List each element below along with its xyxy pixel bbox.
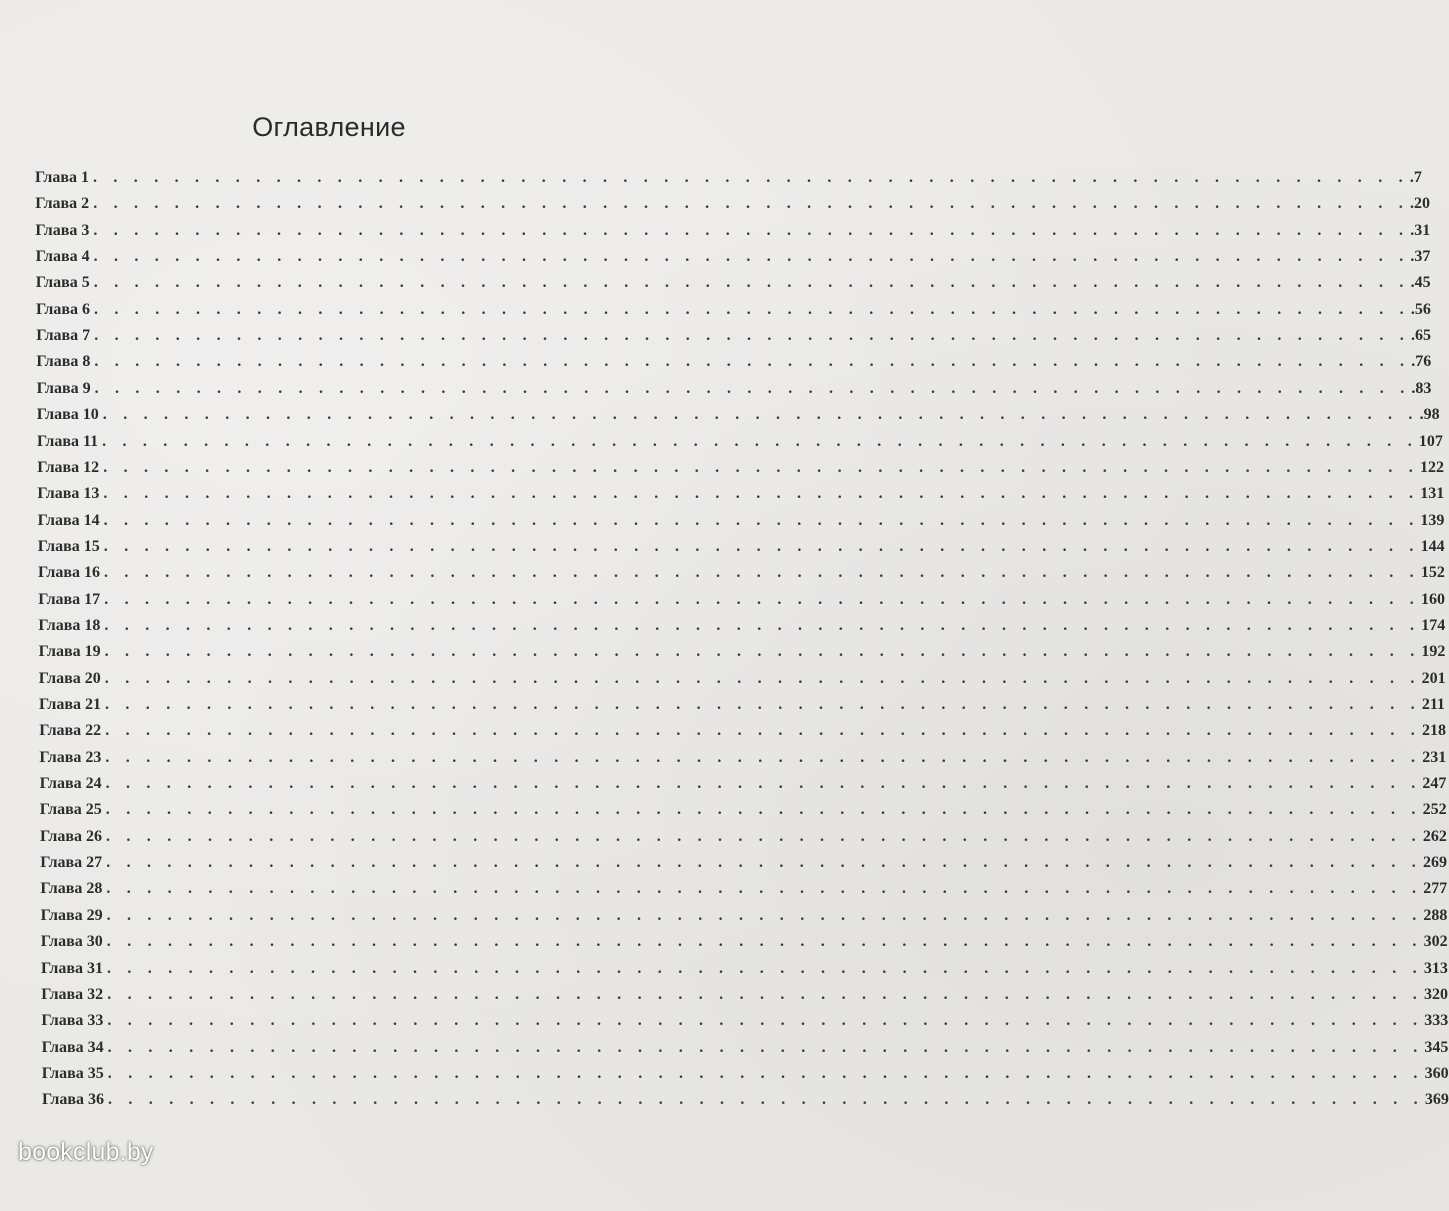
toc-leader-dots: . . . . . . . . . . . . . . . . . . . . . . . . . . . . . . . . . . . . . . . . . . . . . . . . . . . . . . . . . . . . . . . . . (93, 248, 1410, 266)
toc-entry-page-number: .76 (1411, 353, 1432, 371)
toc-entry-page-number: 360 (1424, 1064, 1449, 1082)
toc-leader-dots: . . . . . . . . . . . . . . . . . . . . . . . . . . . . . . . . . . . . . . . . . . . . . . . . . . . . . . . . . . . . . . . . . (103, 458, 1419, 476)
toc-entry-page-number: 369 (1424, 1091, 1449, 1109)
toc-entry-label: Глава 16 (38, 564, 100, 582)
toc-leader-dots: . . . . . . . . . . . . . . . . . . . . . . . . . . . . . . . . . . . . . . . . . . . . . . . . . . . . . . . . . . . . . . . . . (104, 590, 1420, 608)
toc-leader-dots: . . . . . . . . . . . . . . . . . . . . . . . . . . . . . . . . . . . . . . . . . . . . . . . . . . . . . . . . . . . . . . . . . (106, 933, 1423, 951)
toc-entry-page-number: 333 (1424, 1012, 1449, 1030)
toc-entry (35, 221, 1431, 248)
toc-entry-label: Глава 24 (39, 775, 102, 793)
toc-leader-dots: . . . . . . . . . . . . . . . . . . . . . . . . . . . . . . . . . . . . . . . . . . . . . . . . . . . . . . . . . . . . . . . . . (104, 669, 1421, 687)
toc-entry (40, 854, 1447, 880)
toc-leader-dots: . . . . . . . . . . . . . . . . . . . . . . . . . . . . . . . . . . . . . . . . . . . . . . . . . . . . . . . . . . . . . . . . . (94, 353, 1411, 371)
toc-entry (37, 537, 1445, 564)
toc-entry-label: Глава 8 (36, 353, 91, 371)
toc-entry-page-number: .20 (1410, 195, 1430, 213)
toc-entry (40, 933, 1448, 959)
page-title: Оглавление (252, 112, 406, 142)
toc-leader-dots: . . . . . . . . . . . . . . . . . . . . . . . . . . . . . . . . . . . . . . . . . . . . . . . . . . . . . . . . . . . . . . . . . (107, 985, 1423, 1003)
toc-entry-label: Глава 33 (41, 1012, 104, 1030)
toc-entry-page-number: 160 (1421, 590, 1445, 608)
toc-entry-label: Глава 6 (36, 300, 90, 318)
toc-entry (35, 195, 1430, 221)
toc-entry-page-number: 201 (1421, 669, 1446, 687)
toc-entry (36, 327, 1431, 353)
toc-leader-dots: . . . . . . . . . . . . . . . . . . . . . . . . . . . . . . . . . . . . . . . . . . . . . . . . . . . . . . . . . . . . . . . . . (107, 959, 1423, 977)
toc-entry-label: Глава 28 (40, 880, 103, 898)
toc-entry-label: Глава 17 (38, 590, 101, 608)
toc-leader-dots: . . . . . . . . . . . . . . . . . . . . . . . . . . . . . . . . . . . . . . . . . . . . . . . . . . . . . . . . . . . . . . . . . (107, 1064, 1424, 1082)
toc-leader-dots: . . . . . . . . . . . . . . . . . . . . . . . . . . . . . . . . . . . . . . . . . . . . . . . . . . . . . . . . . . . . . . . . . (107, 1012, 1424, 1030)
toc-entry-label: Глава 15 (37, 537, 100, 555)
toc-entry-page-number: 152 (1420, 564, 1445, 582)
toc-entry-label: Глава 9 (36, 379, 91, 397)
toc-entry-label: Глава 18 (38, 616, 101, 634)
toc-entry (35, 169, 1422, 195)
toc-leader-dots: . . . . . . . . . . . . . . . . . . . . . . . . . . . . . . . . . . . . . . . . . . . . . . . . . . . . . . . . . . . . . . . . . (103, 485, 1420, 503)
toc-entry-label: Глава 1 (35, 169, 89, 186)
toc-entry-page-number: .31 (1410, 221, 1431, 239)
toc-leader-dots: . . . . . . . . . . . . . . . . . . . . . . . . . . . . . . . . . . . . . . . . . . . . . . . . . . . . . . . . . . . . . . . . . (105, 775, 1422, 793)
toc-leader-dots: . . . . . . . . . . . . . . . . . . . . . . . . . . . . . . . . . . . . . . . . . . . . . . . . . . . . . . . . . . . . . . . . . (94, 379, 1411, 397)
toc-entry-page-number: .45 (1410, 274, 1431, 292)
toc-entry-page-number: 252 (1422, 801, 1447, 819)
toc-entry-label: Глава 7 (36, 327, 91, 345)
toc-entry-label: Глава 35 (41, 1064, 104, 1082)
toc-entry-page-number: 192 (1421, 643, 1446, 661)
toc-leader-dots: . . . . . . . . . . . . . . . . . . . . . . . . . . . . . . . . . . . . . . . . . . . . . . . . . . . . . . . . . . . . . . . . . (93, 274, 1410, 292)
toc-leader-dots: . . . . . . . . . . . . . . . . . . . . . . . . . . . . . . . . . . . . . . . . . . . . . . . . . . . . . . . . . . . . . . . . . (106, 880, 1423, 898)
toc-entry (41, 959, 1448, 986)
toc-entry (39, 722, 1446, 748)
toc-leader-dots: . . . . . . . . . . . . . . . . . . . . . . . . . . . . . . . . . . . . . . . . . . . . . . . . . . . . . . . . . . . . . . . . . (107, 1038, 1424, 1056)
toc-entry-page-number: 269 (1423, 854, 1447, 872)
toc-entry-label: Глава 11 (37, 432, 99, 450)
toc-entry (35, 248, 1431, 274)
toc-entry-label: Глава 26 (40, 827, 102, 845)
toc-entry-page-number: 231 (1422, 748, 1447, 766)
toc-entry (38, 564, 1445, 590)
toc-entry (41, 1012, 1449, 1038)
toc-entry-label: Глава 2 (35, 195, 90, 213)
watermark-logo: bookclub.by (18, 1138, 154, 1166)
toc-entry (39, 775, 1447, 801)
toc-entry-page-number: .83 (1411, 379, 1432, 397)
toc-entry (41, 1038, 1449, 1065)
toc-entry-label: Глава 13 (37, 485, 100, 503)
toc-entry (38, 590, 1445, 617)
toc-leader-dots: . . . . . . . . . . . . . . . . . . . . . . . . . . . . . . . . . . . . . . . . . . . . . . . . . . . . . . . . . . . . . . . . . (104, 643, 1421, 661)
toc-leader-dots: . . . . . . . . . . . . . . . . . . . . . . . . . . . . . . . . . . . . . . . . . . . . . . . . . . . . . . . . . . . . . . . . . (93, 221, 1410, 239)
toc-entry (37, 432, 1443, 459)
toc-entry-label: Глава 32 (41, 985, 104, 1003)
toc-leader-dots: . . . . . . . . . . . . . . . . . . . . . . . . . . . . . . . . . . . . . . . . . . . . . . . . . . . . . . . . . . . . . . . . . (104, 616, 1421, 634)
toc-entry (36, 300, 1431, 327)
toc-entry-label: Глава 14 (37, 511, 100, 529)
toc-entry (39, 748, 1447, 775)
toc-entry-label: Глава 29 (40, 906, 103, 924)
toc-entry (35, 274, 1431, 300)
toc-entry-page-number: .98 (1419, 406, 1440, 424)
toc-leader-dots: . . . . . . . . . . . . . . . . . . . . . . . . . . . . . . . . . . . . . . . . . . . . . . . . . . . . . . . . . . . . . . . . . (108, 1091, 1424, 1109)
toc-entry-label: Глава 25 (39, 801, 102, 819)
toc-entry (38, 616, 1446, 643)
toc-entry-label: Глава 21 (39, 696, 101, 713)
toc-entry-label: Глава 22 (39, 722, 102, 740)
toc-entry (41, 985, 1448, 1012)
toc-entry-page-number: .56 (1410, 300, 1431, 318)
toc-entry-page-number: 144 (1420, 537, 1445, 555)
toc-entry-page-number: 302 (1423, 933, 1448, 951)
toc-leader-dots: . . . . . . . . . . . . . . . . . . . . . . . . . . . . . . . . . . . . . . . . . . . . . . . . . . . . . . . . . . . . . . . . . (105, 748, 1422, 766)
toc-entry (36, 353, 1432, 379)
toc-entry-label: Глава 34 (41, 1038, 104, 1056)
toc-leader-dots: . . . . . . . . . . . . . . . . . . . . . . . . . . . . . . . . . . . . . . . . . . . . . . . . . . . . . . . . . . . . . . . . . (94, 327, 1410, 345)
toc-leader-dots: . . . . . . . . . . . . . . . . . . . . . . . . . . . . . . . . . . . . . . . . . . . . . . . . . . . . . . . . . . . . . . . . . (103, 537, 1420, 555)
toc-entry-label: Глава 19 (38, 643, 101, 661)
toc-entry (41, 1064, 1449, 1091)
toc-entry (42, 1091, 1449, 1117)
toc-entry (39, 801, 1447, 827)
toc-entry-label: Глава 3 (35, 221, 90, 239)
toc-entry-page-number: 345 (1424, 1038, 1449, 1056)
toc-entry (39, 696, 1445, 722)
toc-entry-page-number: 131 (1420, 485, 1445, 503)
toc-entry-label: Глава 27 (40, 854, 103, 872)
toc-entry (37, 458, 1444, 485)
toc-entry-label: Глава 23 (39, 748, 102, 766)
toc-entry-page-number: 288 (1423, 906, 1448, 924)
toc-entry-label: Глава 36 (42, 1091, 104, 1109)
toc-entry (37, 485, 1445, 511)
toc-entry-page-number: 320 (1424, 985, 1448, 1003)
toc-entry-page-number: .7 (1409, 169, 1422, 186)
toc-entry-page-number: 247 (1422, 775, 1447, 793)
toc-leader-dots: . . . . . . . . . . . . . . . . . . . . . . . . . . . . . . . . . . . . . . . . . . . . . . . . . . . . . . . . . . . . . . . . . (93, 195, 1409, 213)
toc-entry-page-number: 107 (1418, 432, 1443, 450)
toc-leader-dots: . . . . . . . . . . . . . . . . . . . . . . . . . . . . . . . . . . . . . . . . . . . . . . . . . . . . . . . . . . . . . . . . . (104, 564, 1420, 582)
toc-entry-label: Глава 31 (41, 959, 103, 977)
toc-entry (37, 511, 1445, 538)
toc-leader-dots: . . . . . . . . . . . . . . . . . . . . . . . . . . . . . . . . . . . . . . . . . . . . . . . . . . . . . . . . . . . . . . . . . (106, 906, 1423, 924)
toc-entry-label: Глава 5 (35, 274, 90, 292)
toc-entry-page-number: 211 (1421, 696, 1445, 713)
toc-entry-label: Глава 20 (38, 669, 101, 687)
toc-entry (36, 379, 1432, 406)
toc-leader-dots: . . . . . . . . . . . . . . . . . . . . . . . . . . . . . . . . . . . . . . . . . . . . . . . . . . . . . . . . . . . . . . . . . (105, 696, 1421, 713)
toc-entry (38, 669, 1446, 696)
toc-leader-dots: . . . . . . . . . . . . . . . . . . . . . . . . . . . . . . . . . . . . . . . . . . . . . . . . . . . . . . . . . . . . . . . . . (103, 511, 1420, 529)
toc-entry (38, 643, 1446, 669)
toc-entry-label: Глава 10 (36, 406, 99, 424)
toc-entry-label: Глава 12 (37, 458, 100, 476)
toc-entry-page-number: 139 (1420, 511, 1445, 529)
toc-leader-dots: . . . . . . . . . . . . . . . . . . . . . . . . . . . . . . . . . . . . . . . . . . . . . . . . . . . . . . . . . . . . . . . . . (102, 432, 1418, 450)
toc-entry-page-number: 277 (1423, 880, 1448, 898)
toc-leader-dots: . . . . . . . . . . . . . . . . . . . . . . . . . . . . . . . . . . . . . . . . . . . . . . . . . . . . . . . . . . . . . . . . . (105, 722, 1421, 740)
toc-entry-page-number: 174 (1421, 616, 1446, 634)
toc-entry-label: Глава 4 (35, 248, 90, 266)
toc-entry (40, 880, 1448, 906)
toc-entry-page-number: .37 (1410, 248, 1431, 266)
toc-entry-page-number: .65 (1411, 327, 1431, 345)
toc-leader-dots: . . . . . . . . . . . . . . . . . . . . . . . . . . . . . . . . . . . . . . . . . . . . . . . . . . . . . . . . . . . . . . . . . (105, 801, 1422, 819)
toc-entry (40, 906, 1448, 933)
toc-entry-page-number: 218 (1422, 722, 1446, 740)
toc-entry-page-number: 313 (1423, 959, 1448, 977)
toc-entry-page-number: 262 (1422, 827, 1447, 845)
toc-entry (40, 827, 1447, 854)
toc-leader-dots: . . . . . . . . . . . . . . . . . . . . . . . . . . . . . . . . . . . . . . . . . . . . . . . . . . . . . . . . . . . . . . . . . (93, 169, 1409, 186)
toc-entry (36, 406, 1440, 432)
toc-entry-page-number: 122 (1420, 458, 1444, 476)
toc-leader-dots: . . . . . . . . . . . . . . . . . . . . . . . . . . . . . . . . . . . . . . . . . . . . . . . . . . . . . . . . . . . . . . . . . (94, 300, 1410, 318)
toc-leader-dots: . . . . . . . . . . . . . . . . . . . . . . . . . . . . . . . . . . . . . . . . . . . . . . . . . . . . . . . . . . . . . . . . . (106, 854, 1422, 872)
toc-leader-dots: . . . . . . . . . . . . . . . . . . . . . . . . . . . . . . . . . . . . . . . . . . . . . . . . . . . . . . . . . . . . . . . . . (102, 406, 1419, 424)
toc-leader-dots: . . . . . . . . . . . . . . . . . . . . . . . . . . . . . . . . . . . . . . . . . . . . . . . . . . . . . . . . . . . . . . . . . (106, 827, 1422, 845)
toc-entry-label: Глава 30 (40, 933, 103, 951)
